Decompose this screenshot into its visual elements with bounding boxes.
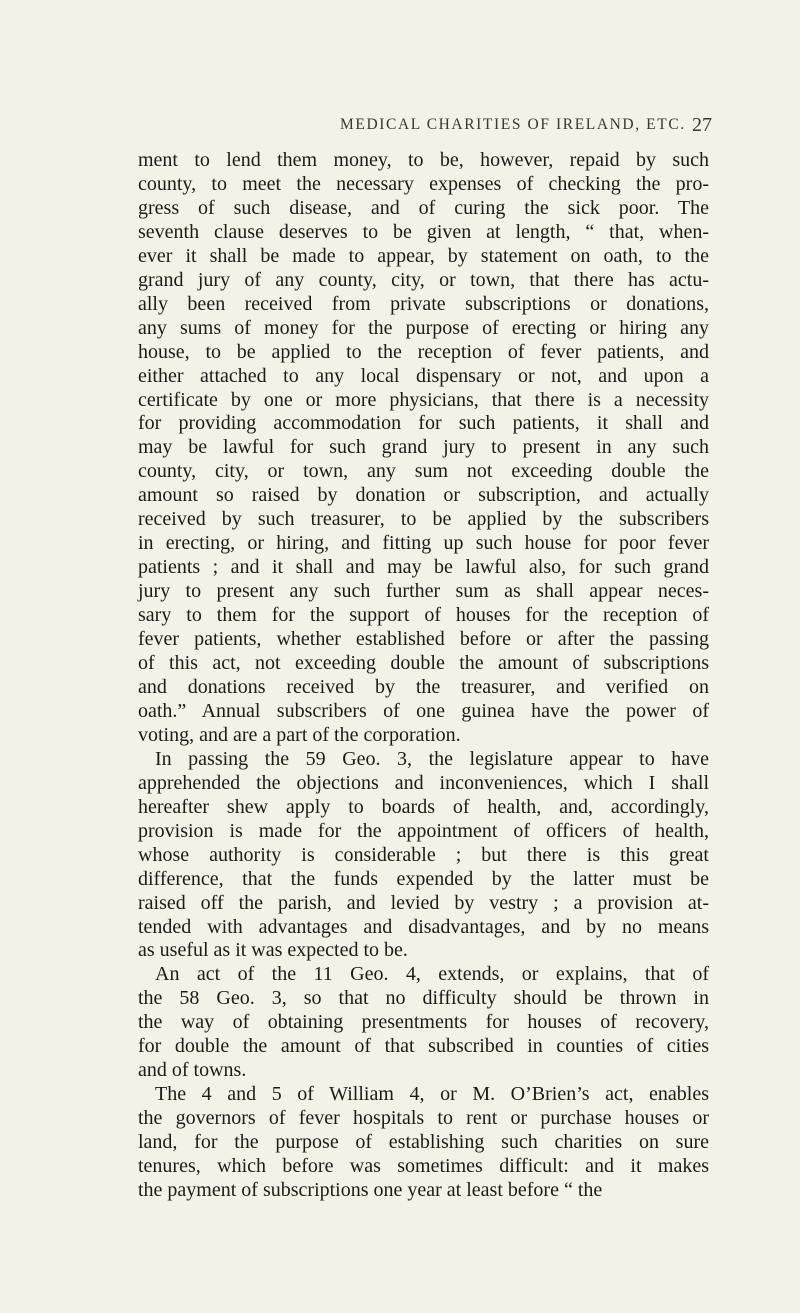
text-line: In passing the 59 Geo. 3, the legislature appear to have (155, 747, 709, 770)
text-line: county, to meet the necessary expenses of checking the pro- (138, 172, 709, 195)
text-line: oath.” Annual subscribers of one guinea have the power of (138, 699, 709, 722)
text-line: ever it shall be made to appear, by statement on oath, to the (138, 244, 709, 267)
paragraph (138, 748, 709, 964)
text-line: hereafter shew apply to boards of health, and, accordingly, (138, 795, 709, 818)
text-line: sary to them for the support of houses for the reception of (138, 604, 709, 627)
text-line: of this act, not exceeding double the amount of subscriptions (138, 652, 709, 675)
text-line: the payment of subscriptions one year at least before “ the (138, 1178, 603, 1201)
text-line: house, to be applied to the reception of fever patients, and (138, 340, 709, 363)
text-line: whose authority is considerable ; but there is this great (138, 843, 709, 866)
page-header (0, 116, 800, 142)
paragraph (138, 963, 709, 1083)
text-line: and donations received by the treasurer, and verified on (138, 675, 709, 698)
text-line: fever patients, whether established before or after the passing (138, 628, 709, 651)
page-number: 27 (692, 114, 712, 136)
text-line: provision is made for the appointment of officers of health, (138, 819, 709, 842)
text-line: any sums of money for the purpose of erecting or hiring any (138, 316, 709, 339)
paragraph (138, 149, 709, 748)
text-line: may be lawful for such grand jury to present in any such (138, 436, 709, 459)
text-line: patients ; and it shall and may be lawful also, for such grand (138, 556, 709, 579)
text-line: ally been received from private subscriptions or donations, (138, 292, 709, 315)
text-line: the way of obtaining presentments for houses of recovery, (138, 1011, 709, 1034)
paragraph (138, 1083, 709, 1203)
text-line: apprehended the objections and inconveniences, which I shall (138, 771, 709, 794)
text-line: difference, that the funds expended by the latter must be (138, 867, 709, 890)
text-line: tenures, which before was sometimes difficult: and it makes (138, 1155, 709, 1178)
body-text (138, 149, 709, 1203)
text-line: county, city, or town, any sum not exceeding double the (138, 460, 709, 483)
text-line: as useful as it was expected to be. (138, 939, 408, 962)
text-line: and of towns. (138, 1059, 247, 1082)
text-line: tended with advantages and disadvantages, and by no means (138, 915, 709, 938)
text-line: received by such treasurer, to be applied by the subscribers (138, 508, 709, 531)
text-line: for providing accommodation for such patients, it shall and (138, 412, 709, 435)
text-line: the governors of fever hospitals to rent or purchase houses or (138, 1107, 709, 1130)
text-line: grand jury of any county, city, or town, that there has actu- (138, 268, 709, 291)
text-line: in erecting, or hiring, and fitting up such house for poor fever (138, 532, 709, 555)
text-line: for double the amount of that subscribed in counties of cities (138, 1035, 709, 1058)
text-line: gress of such disease, and of curing the sick poor. The (138, 196, 709, 219)
text-line: jury to present any such further sum as shall appear neces- (138, 580, 709, 603)
running-head: MEDICAL CHARITIES OF IRELAND, ETC. (340, 116, 686, 133)
text-line: amount so raised by donation or subscription, and actually (138, 484, 709, 507)
text-line: land, for the purpose of establishing such charities on sure (138, 1131, 709, 1154)
text-line: raised off the parish, and levied by vestry ; a provision at- (138, 891, 709, 914)
text-line: voting, and are a part of the corporation. (138, 723, 461, 746)
text-line: the 58 Geo. 3, so that no difficulty should be thrown in (138, 987, 709, 1010)
text-line: ment to lend them money, to be, however, repaid by such (138, 149, 709, 171)
text-line: certificate by one or more physicians, that there is a necessity (138, 388, 709, 411)
text-line: seventh clause deserves to be given at length, “ that, when- (138, 220, 709, 243)
text-line: An act of the 11 Geo. 4, extends, or explains, that of (155, 963, 709, 986)
text-line: The 4 and 5 of William 4, or M. O’Brien’s act, enables (155, 1083, 709, 1106)
text-line: either attached to any local dispensary or not, and upon a (138, 364, 709, 387)
